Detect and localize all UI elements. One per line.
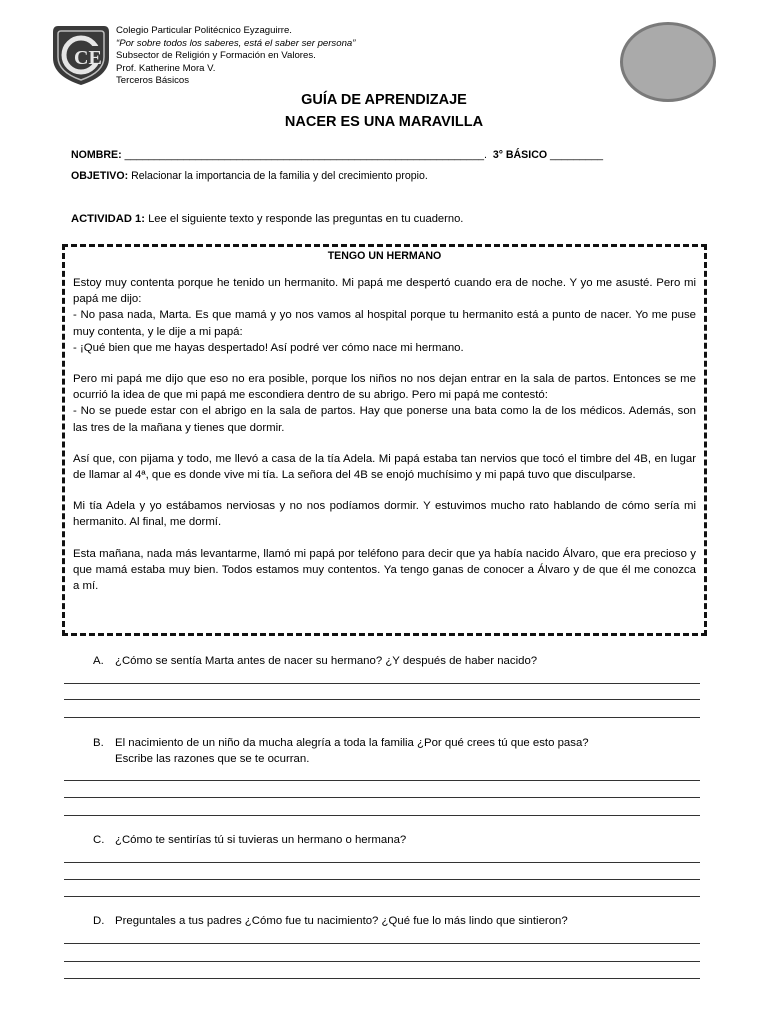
question-label: A. — [93, 655, 104, 667]
answer-line[interactable] — [64, 896, 700, 897]
activity-line — [71, 213, 463, 225]
page-title: GUÍA DE APRENDIZAJE — [301, 92, 467, 108]
question-d — [93, 913, 703, 929]
objective-label: OBJETIVO: — [71, 170, 129, 182]
grade-line: Terceros Básicos — [116, 75, 190, 87]
activity-text: Lee el siguiente texto y responde las preguntas en tu cuaderno. — [148, 213, 464, 225]
page-subtitle: NACER ES UNA MARAVILLA — [284, 114, 484, 130]
name-blank[interactable]: _____________________________________________________________. — [124, 149, 487, 161]
question-b — [93, 735, 703, 767]
question-a — [93, 653, 703, 669]
question-label: D. — [93, 915, 105, 927]
school-name: Colegio Particular Politécnico Eyzaguirre. — [116, 25, 292, 36]
answer-line[interactable] — [64, 683, 700, 684]
answer-line[interactable] — [64, 699, 700, 700]
answer-line[interactable] — [64, 780, 700, 781]
name-label: NOMBRE: — [71, 149, 122, 161]
answer-line[interactable] — [64, 961, 700, 962]
activity-label: ACTIVIDAD 1: — [71, 213, 145, 225]
school-motto: “Por sobre todos los saberes, está el saber ser persona” — [116, 37, 356, 49]
teacher-line: Prof. Katherine Mora V. — [116, 62, 216, 74]
story-title: TENGO UN HERMANO — [327, 250, 442, 262]
logo-letters: CE — [74, 47, 102, 69]
question-continuation: Escribe las razones que se te ocurran. — [115, 753, 310, 765]
school-shield-logo-icon — [52, 24, 110, 86]
answer-line[interactable] — [64, 862, 700, 863]
story-paragraph: Estoy muy contenta porque he tenido un hermanito. Mi papá me despertó cuando era de noche. Y yo me asusté. Pero mi papá me dijo: - No pasa nada, Marta. Es que mamá y yo nos vamos al hospital porque tu hermanito está a punto de nacer. Yo me puse muy contenta, y le dije a mi papá: - ¡Qué bien que me hayas despertado! Así podré ver cómo nace mi hermano. — [73, 277, 696, 354]
story-paragraph: Esta mañana, nada más levantarme, llamó mi papá por teléfono para decir que ya había nacido Álvaro, que era precioso y que mamá estaba muy bien. Todos estamos muy contentos. Ya tengo ganas de conocer a Álvaro y de que él me conozca a mí. — [73, 547, 696, 593]
school-info — [116, 25, 355, 88]
story-box — [62, 244, 707, 636]
answer-line[interactable] — [64, 815, 700, 816]
answer-line[interactable] — [64, 943, 700, 944]
question-text: ¿Cómo se sentía Marta antes de nacer su hermano? ¿Y después de haber nacido? — [115, 655, 538, 667]
answer-line[interactable] — [64, 797, 700, 798]
answer-line[interactable] — [64, 879, 700, 880]
grade-blank[interactable]: _________ — [550, 149, 604, 161]
question-text: El nacimiento de un niño da mucha alegría a toda la familia ¿Por qué crees tú que esto pasa? — [115, 737, 589, 749]
story-paragraph: Pero mi papá me dijo que eso no era posible, porque los niños no nos dejan entrar en la sala de partos. Entonces se me ocurrió la idea de que mi papá me escondiera dentro de su abrigo. Pero mi papá me contestó: - No se puede estar con el abrigo en la sala de partos. Hay que ponerse una bata como la de los médicos. Además, son las tres de la mañana y tienes que dormir. — [73, 373, 696, 434]
subject-line: Subsector de Religión y Formación en Valores. — [116, 50, 316, 62]
question-c — [93, 832, 703, 848]
question-label: B. — [93, 737, 104, 749]
question-text: Preguntales a tus padres ¿Cómo fue tu nacimiento? ¿Qué fue lo más lindo que sintieron? — [115, 915, 568, 927]
objective-text: Relacionar la importancia de la familia y del crecimiento propio. — [131, 170, 428, 182]
photo-placeholder-oval — [620, 22, 716, 102]
objective-line — [71, 170, 428, 182]
story-paragraph: Así que, con pijama y todo, me llevó a casa de la tía Adela. Mi papá estaba tan nervios que tocó el timbre del 4B, en lugar de llamar al 4ª, que es donde vive mi tía. La señora del 4B se enojó muchísimo y mi papá tuvo que disculparse. — [73, 452, 696, 482]
story-paragraph: Mi tía Adela y yo estábamos nerviosas y no nos podíamos dormir. Y estuvimos mucho rato hablando de cómo sería mi hermanito. Al final, me dormí. — [73, 500, 696, 529]
answer-line[interactable] — [64, 978, 700, 979]
grade-label: 3° BÁSICO — [492, 149, 548, 161]
question-label: C. — [93, 834, 105, 846]
name-line — [71, 149, 603, 161]
question-text: ¿Cómo te sentirías tú si tuvieras un hermano o hermana? — [115, 834, 407, 846]
answer-line[interactable] — [64, 717, 700, 718]
